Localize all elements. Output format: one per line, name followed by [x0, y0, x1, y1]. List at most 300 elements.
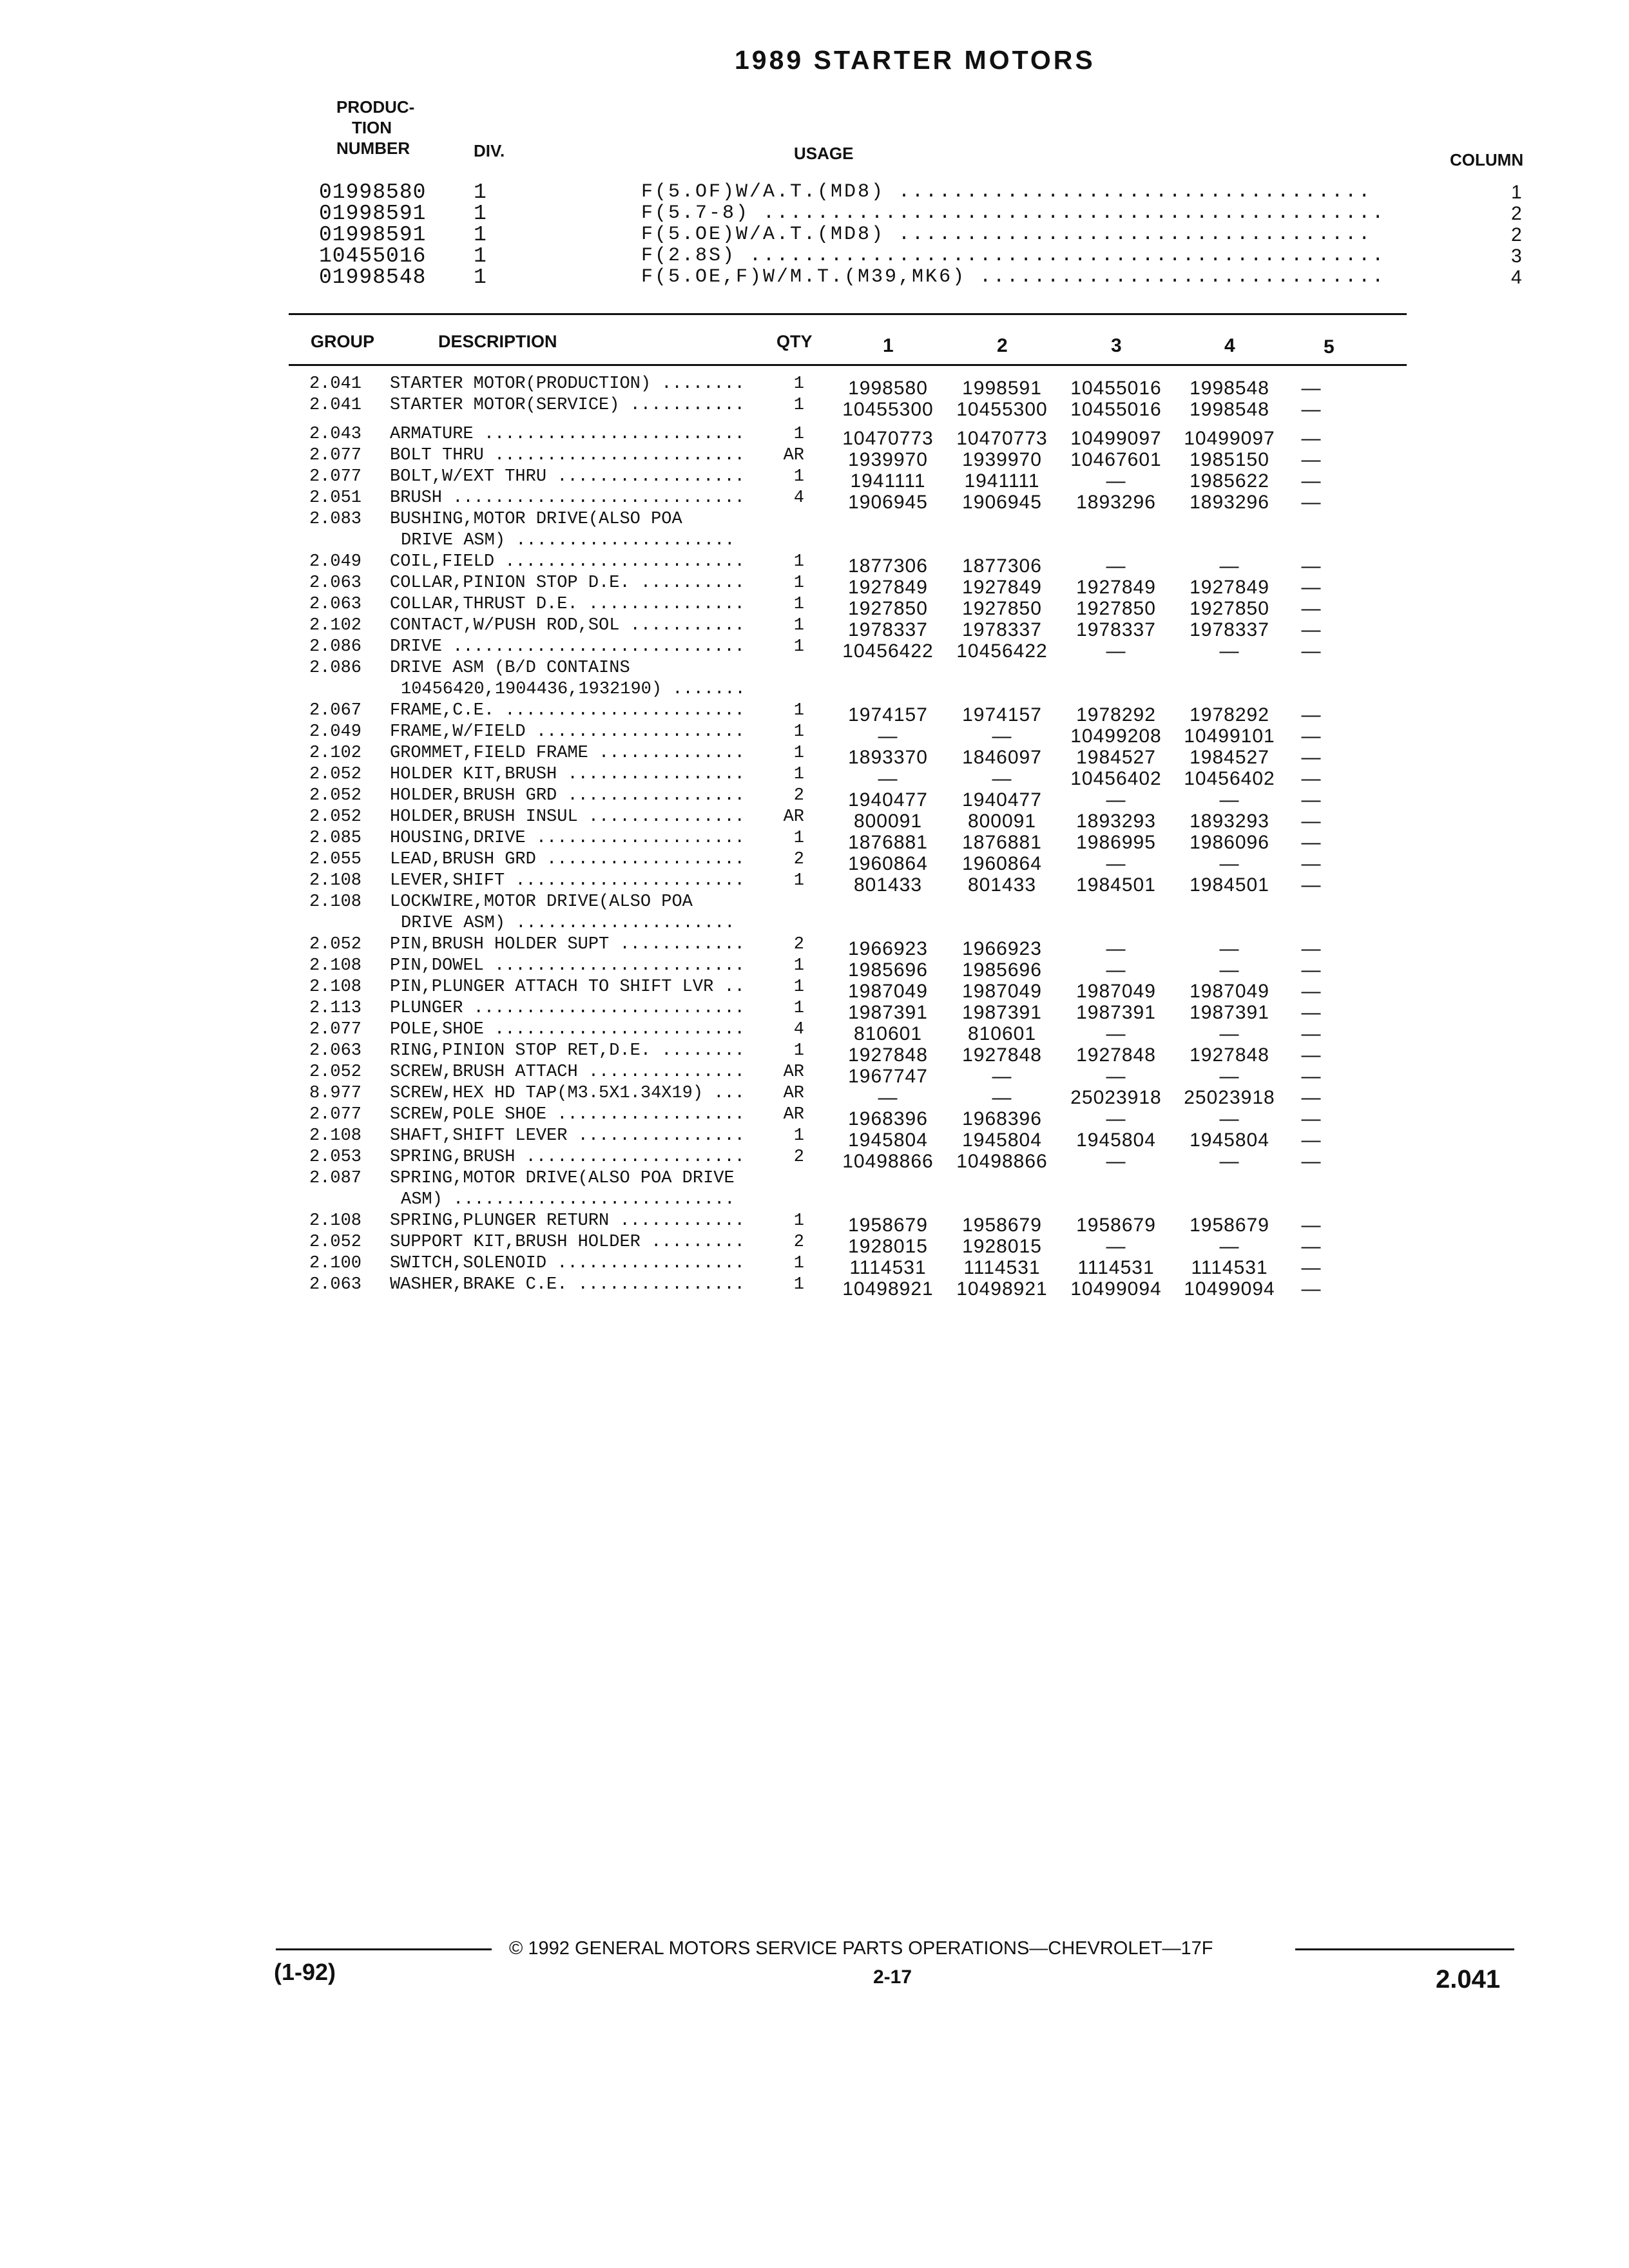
usage-text: F(5.OF)W/A.T.(MD8) ...................................	[641, 182, 1373, 203]
part-description: SWITCH,SOLENOID ..................	[390, 1254, 745, 1273]
part-description: DRIVE ASM) .....................	[401, 531, 735, 550]
part-description: ARMATURE .........................	[390, 425, 745, 444]
part-description: HOLDER KIT,BRUSH .................	[390, 765, 745, 784]
part-number-col-2: 1876881	[962, 832, 1042, 853]
table-row	[0, 870, 1629, 896]
part-description: PIN,DOWEL ........................	[390, 956, 745, 975]
part-number-col-4: 10499097	[1184, 428, 1275, 449]
division: 1	[474, 223, 487, 247]
part-description: LOCKWIRE,MOTOR DRIVE(ALSO POA	[390, 892, 693, 912]
part-number-col-3: 1893293	[1076, 811, 1156, 832]
part-number-col-5: —	[1301, 747, 1322, 768]
quantity: 1	[793, 552, 804, 572]
production-number-header-line: TION	[351, 118, 392, 137]
part-number-col-4: 1985622	[1190, 470, 1269, 492]
quantity: 2	[793, 850, 804, 869]
quantity: 1	[793, 956, 804, 975]
part-number-col-1: —	[878, 1087, 898, 1108]
usage-text: F(5.OE,F)W/M.T.(M39,MK6) ..............................	[641, 267, 1386, 288]
part-number-col-1: 10455300	[842, 399, 934, 420]
quantity: 1	[793, 595, 804, 614]
part-number-col-2: 10456422	[956, 640, 1048, 662]
table-row	[0, 1126, 1629, 1151]
quantity: 4	[793, 1020, 804, 1039]
part-number-col-4: —	[1219, 1023, 1240, 1044]
table-row	[0, 573, 1629, 598]
part-number-col-3: 1984527	[1076, 747, 1156, 768]
part-number-col-5: —	[1301, 1236, 1322, 1257]
table-row	[0, 807, 1629, 832]
part-number-col-2: 1960864	[962, 853, 1042, 874]
quantity: 1	[793, 744, 804, 763]
part-number-col-4: —	[1219, 959, 1240, 981]
group-code: 2.053	[309, 1148, 362, 1167]
column-2-header: 2	[997, 335, 1008, 356]
group-code: 2.102	[309, 616, 362, 635]
table-row	[0, 1104, 1629, 1129]
production-number-header-line: NUMBER	[336, 139, 410, 158]
part-number-col-3: —	[1106, 470, 1126, 492]
part-number-col-1: 1928015	[848, 1236, 928, 1257]
column-number: 2	[1511, 203, 1522, 224]
part-number-col-5: —	[1301, 640, 1322, 662]
part-number-col-5: —	[1301, 470, 1322, 492]
table-row	[0, 395, 1629, 420]
table-row	[0, 1274, 1629, 1300]
production-number: 10455016	[319, 244, 427, 268]
table-row	[0, 1019, 1629, 1044]
table-row	[0, 552, 1629, 577]
part-number-col-4: —	[1219, 1236, 1240, 1257]
part-number-col-3: —	[1106, 938, 1126, 959]
column-header: COLUMN	[1450, 150, 1524, 169]
part-number-col-4: —	[1219, 640, 1240, 662]
column-number: 1	[1511, 182, 1522, 203]
production-row	[319, 224, 1530, 245]
part-number-col-4: 1998548	[1190, 378, 1269, 399]
part-number-col-1: —	[878, 768, 898, 789]
table-row	[0, 1232, 1629, 1257]
production-row	[319, 245, 1530, 267]
part-number-col-2: 10470773	[956, 428, 1048, 449]
table-row	[0, 1211, 1629, 1236]
group-code: 2.086	[309, 637, 362, 657]
part-number-col-2: 1945804	[962, 1129, 1042, 1151]
group-code: 2.041	[309, 374, 362, 394]
part-number-col-3: 10455016	[1070, 378, 1162, 399]
table-row	[0, 658, 1629, 679]
part-number-col-3: 1114531	[1077, 1257, 1155, 1278]
part-number-col-3: 10499208	[1070, 726, 1162, 747]
part-number-col-1: 1906945	[848, 492, 928, 513]
part-number-col-4: —	[1219, 789, 1240, 811]
part-number-col-3: —	[1106, 1236, 1126, 1257]
part-number-col-3: 1978292	[1076, 704, 1156, 726]
part-number-col-1: 1967747	[848, 1066, 928, 1087]
part-number-col-5: —	[1301, 399, 1322, 420]
part-number-col-5: —	[1301, 726, 1322, 747]
group-code: 2.052	[309, 786, 362, 805]
part-number-col-1: 1939970	[848, 449, 928, 470]
part-number-col-4: —	[1219, 555, 1240, 577]
part-number-col-5: —	[1301, 1257, 1322, 1278]
part-number-col-5: —	[1301, 959, 1322, 981]
table-row	[0, 764, 1629, 789]
part-number-col-3: —	[1106, 789, 1126, 811]
group-code: 2.063	[309, 1041, 362, 1061]
part-number-col-1: 1876881	[848, 832, 928, 853]
part-description: BUSHING,MOTOR DRIVE(ALSO POA	[390, 510, 682, 529]
part-number-col-2: 801433	[967, 874, 1037, 896]
part-description: SHAFT,SHIFT LEVER ................	[390, 1126, 745, 1146]
part-number-col-3: —	[1106, 1023, 1126, 1044]
part-number-col-3: 1945804	[1076, 1129, 1156, 1151]
division: 1	[474, 265, 487, 289]
table-row	[0, 416, 1629, 424]
part-number-col-4: 25023918	[1184, 1087, 1275, 1108]
usage-text: F(5.OE)W/A.T.(MD8) ...................................	[641, 224, 1373, 245]
part-number-col-5: —	[1301, 1066, 1322, 1087]
part-description: HOLDER,BRUSH INSUL ...............	[390, 807, 745, 827]
quantity: 1	[793, 1254, 804, 1273]
division: 1	[474, 244, 487, 268]
table-row	[0, 424, 1629, 449]
table-row	[0, 1253, 1629, 1278]
column-4-header: 4	[1224, 335, 1235, 356]
usage-header: USAGE	[794, 144, 854, 163]
quantity: AR	[783, 446, 804, 465]
part-number-col-4: 1893296	[1190, 492, 1269, 513]
part-number-col-2: 1877306	[962, 555, 1042, 577]
part-number-col-5: —	[1301, 619, 1322, 640]
part-number-col-3: 1927850	[1076, 598, 1156, 619]
part-number-col-5: —	[1301, 853, 1322, 874]
group-code: 2.063	[309, 573, 362, 593]
table-row	[0, 488, 1629, 513]
part-number-col-2: 810601	[967, 1023, 1037, 1044]
part-number-col-3: 1986995	[1076, 832, 1156, 853]
part-number-col-4: 1985150	[1190, 449, 1269, 470]
part-number-col-5: —	[1301, 832, 1322, 853]
production-list	[319, 182, 1530, 288]
part-description: PIN,PLUNGER ATTACH TO SHIFT LVR ..	[390, 977, 745, 997]
group-code: 2.049	[309, 722, 362, 742]
part-number-col-1: 1998580	[848, 378, 928, 399]
table-row	[0, 466, 1629, 492]
footer-date-code: (1-92)	[274, 1959, 336, 1985]
part-number-col-1: 1877306	[848, 555, 928, 577]
column-3-header: 3	[1111, 335, 1122, 356]
group-code: 2.052	[309, 1062, 362, 1082]
part-number-col-2: 1941111	[964, 470, 1040, 492]
part-number-col-5: —	[1301, 449, 1322, 470]
group-code: 2.067	[309, 701, 362, 720]
part-number-col-3: 1987049	[1076, 981, 1156, 1002]
table-row	[0, 637, 1629, 662]
part-number-col-4: 1927848	[1190, 1044, 1269, 1066]
part-number-col-2: 800091	[967, 811, 1037, 832]
part-number-col-3: 1984501	[1076, 874, 1156, 896]
quantity: 2	[793, 1148, 804, 1167]
part-number-col-2: 1114531	[963, 1257, 1041, 1278]
part-number-col-5: —	[1301, 789, 1322, 811]
column-5-header: 5	[1324, 336, 1335, 358]
production-number: 01998591	[319, 202, 427, 226]
part-number-col-5: —	[1301, 1002, 1322, 1023]
footer-section-number: 2.041	[1436, 1965, 1501, 1994]
quantity: AR	[783, 807, 804, 827]
group-code: 2.052	[309, 1233, 362, 1252]
part-description: STARTER MOTOR(PRODUCTION) ........	[390, 374, 745, 394]
quantity: 2	[793, 935, 804, 954]
group-code: 2.055	[309, 850, 362, 869]
part-number-col-2: 1987391	[962, 1002, 1042, 1023]
qty-header: QTY	[776, 332, 813, 351]
part-description: SPRING,PLUNGER RETURN ............	[390, 1211, 745, 1231]
table-row	[0, 785, 1629, 811]
group-code: 2.108	[309, 1211, 362, 1231]
part-number-col-3: —	[1106, 555, 1126, 577]
quantity: AR	[783, 1084, 804, 1103]
table-row	[0, 892, 1629, 913]
part-number-col-4: 1984501	[1190, 874, 1269, 896]
part-number-col-5: —	[1301, 768, 1322, 789]
table-row	[0, 913, 1629, 934]
quantity: 1	[793, 1211, 804, 1231]
part-number-col-3: 10456402	[1070, 768, 1162, 789]
part-description: SCREW,POLE SHOE ..................	[390, 1105, 745, 1124]
part-number-col-1: —	[878, 726, 898, 747]
division: 1	[474, 180, 487, 204]
table-row	[0, 1062, 1629, 1087]
quantity: 1	[793, 1041, 804, 1061]
production-number: 01998580	[319, 180, 427, 204]
quantity: 1	[793, 467, 804, 486]
production-number-header	[336, 97, 415, 159]
part-number-col-2: 10455300	[956, 399, 1048, 420]
production-number: 01998591	[319, 223, 427, 247]
quantity: 1	[793, 701, 804, 720]
quantity: 1	[793, 722, 804, 742]
div-header: DIV.	[474, 141, 505, 160]
part-number-col-1: 1927849	[848, 577, 928, 598]
quantity: 1	[793, 999, 804, 1018]
footer-rule-right	[1295, 1948, 1514, 1950]
part-number-col-1: 1985696	[848, 959, 928, 981]
part-description: SPRING,MOTOR DRIVE(ALSO POA DRIVE	[390, 1169, 735, 1188]
part-number-col-5: —	[1301, 492, 1322, 513]
part-description: COIL,FIELD .......................	[390, 552, 745, 572]
part-number-col-1: 10498921	[842, 1278, 934, 1300]
part-number-col-1: 1114531	[849, 1257, 927, 1278]
part-description: PIN,BRUSH HOLDER SUPT ............	[390, 935, 745, 954]
production-row	[319, 203, 1530, 224]
part-number-col-5: —	[1301, 1151, 1322, 1172]
part-number-col-5: —	[1301, 1278, 1322, 1300]
part-number-col-2: 1978337	[962, 619, 1042, 640]
part-number-col-1: 1945804	[848, 1129, 928, 1151]
quantity: 1	[793, 374, 804, 394]
part-description: DRIVE ............................	[390, 637, 745, 657]
part-number-col-3: —	[1106, 640, 1126, 662]
table-row	[0, 1168, 1629, 1189]
part-number-col-2: 1966923	[962, 938, 1042, 959]
quantity: 1	[793, 829, 804, 848]
group-code: 2.108	[309, 977, 362, 997]
part-number-col-5: —	[1301, 938, 1322, 959]
part-number-col-3: 1927849	[1076, 577, 1156, 598]
part-number-col-3: 1978337	[1076, 619, 1156, 640]
group-code: 2.049	[309, 552, 362, 572]
part-number-col-2: 1958679	[962, 1215, 1042, 1236]
part-number-col-5: —	[1301, 1108, 1322, 1129]
part-number-col-1: 1941111	[850, 470, 926, 492]
part-number-col-2: 1974157	[962, 704, 1042, 726]
column-number: 4	[1511, 267, 1522, 288]
part-number-col-4: 1945804	[1190, 1129, 1269, 1151]
part-number-col-5: —	[1301, 811, 1322, 832]
table-row	[0, 509, 1629, 530]
table-row	[0, 722, 1629, 747]
part-number-col-1: 10498866	[842, 1151, 934, 1172]
part-number-col-4: 1987391	[1190, 1002, 1269, 1023]
group-code: 2.083	[309, 510, 362, 529]
part-number-col-4: 1114531	[1191, 1257, 1268, 1278]
part-description: COLLAR,PINION STOP D.E. ..........	[390, 573, 745, 593]
table-row	[0, 445, 1629, 470]
part-number-col-3: —	[1106, 959, 1126, 981]
part-number-col-4: 1984527	[1190, 747, 1269, 768]
group-code: 2.113	[309, 999, 362, 1018]
group-code: 2.041	[309, 396, 362, 415]
part-number-col-2: 1928015	[962, 1236, 1042, 1257]
part-number-col-2: 1985696	[962, 959, 1042, 981]
part-number-col-4: —	[1219, 938, 1240, 959]
table-row	[0, 828, 1629, 853]
part-description: ASM) ...........................	[401, 1190, 735, 1209]
production-row	[319, 267, 1530, 288]
group-code: 2.102	[309, 744, 362, 763]
part-number-col-4: —	[1219, 1108, 1240, 1129]
part-description: FRAME,W/FIELD ....................	[390, 722, 745, 742]
production-number-header-line: PRODUC-	[336, 97, 415, 117]
part-number-col-1: 1987049	[848, 981, 928, 1002]
table-row	[0, 679, 1629, 700]
quantity: 1	[793, 637, 804, 657]
production-row	[319, 182, 1530, 203]
part-number-col-1: 10470773	[842, 428, 934, 449]
part-description: DRIVE ASM (B/D CONTAINS	[390, 658, 630, 678]
part-description: LEVER,SHIFT ......................	[390, 871, 745, 890]
group-code: 2.086	[309, 658, 362, 678]
group-code: 2.077	[309, 467, 362, 486]
part-number-col-4: 1893293	[1190, 811, 1269, 832]
group-code: 2.077	[309, 1020, 362, 1039]
part-description: BOLT THRU ........................	[390, 446, 745, 465]
group-code: 2.077	[309, 446, 362, 465]
part-number-col-1: 1958679	[848, 1215, 928, 1236]
part-number-col-5: —	[1301, 378, 1322, 399]
table-row	[0, 934, 1629, 959]
group-code: 2.087	[309, 1169, 362, 1188]
part-number-col-4: 1978292	[1190, 704, 1269, 726]
quantity: AR	[783, 1105, 804, 1124]
part-number-col-3: —	[1106, 853, 1126, 874]
part-description: BOLT,W/EXT THRU ..................	[390, 467, 745, 486]
part-number-col-3: 1927848	[1076, 1044, 1156, 1066]
part-number-col-2: 10498921	[956, 1278, 1048, 1300]
part-description: FRAME,C.E. .......................	[390, 701, 745, 720]
part-description: WASHER,BRAKE C.E. ................	[390, 1275, 745, 1294]
part-number-col-4: 10499094	[1184, 1278, 1275, 1300]
part-description: SPRING,BRUSH .....................	[390, 1148, 745, 1167]
part-number-col-1: 1927848	[848, 1044, 928, 1066]
group-code: 2.077	[309, 1105, 362, 1124]
part-number-col-2: 1968396	[962, 1108, 1042, 1129]
quantity: 1	[793, 573, 804, 593]
group-header: GROUP	[311, 332, 375, 351]
group-code: 8.977	[309, 1084, 362, 1103]
part-number-col-3: 10467601	[1070, 449, 1162, 470]
quantity: 1	[793, 1126, 804, 1146]
part-number-col-2: 1987049	[962, 981, 1042, 1002]
part-number-col-5: —	[1301, 428, 1322, 449]
table-row	[0, 956, 1629, 981]
part-description: BRUSH ............................	[390, 488, 745, 508]
part-number-col-1: 1940477	[848, 789, 928, 811]
part-number-col-3: 1987391	[1076, 1002, 1156, 1023]
part-description: STARTER MOTOR(SERVICE) ...........	[390, 396, 745, 415]
part-number-col-4: —	[1219, 1151, 1240, 1172]
part-number-col-4: 10499101	[1184, 726, 1275, 747]
quantity: 1	[793, 871, 804, 890]
part-number-col-2: 1998591	[962, 378, 1042, 399]
table-row	[0, 1189, 1629, 1211]
production-number: 01998548	[319, 265, 427, 289]
group-code: 2.063	[309, 595, 362, 614]
group-code: 2.052	[309, 765, 362, 784]
column-number: 2	[1511, 224, 1522, 245]
part-number-col-5: —	[1301, 598, 1322, 619]
usage-text: F(2.8S) ...............................................	[641, 245, 1386, 267]
part-number-col-4: —	[1219, 853, 1240, 874]
part-number-col-4: 1927850	[1190, 598, 1269, 619]
group-code: 2.108	[309, 892, 362, 912]
part-number-col-1: 1968396	[848, 1108, 928, 1129]
quantity: 2	[793, 786, 804, 805]
part-number-col-5: —	[1301, 704, 1322, 726]
part-description: 10456420,1904436,1932190) .......	[401, 680, 746, 699]
table-row	[0, 998, 1629, 1023]
part-number-col-4: 1998548	[1190, 399, 1269, 420]
group-code: 2.108	[309, 1126, 362, 1146]
table-row	[0, 374, 1629, 399]
part-description: COLLAR,THRUST D.E. ...............	[390, 595, 745, 614]
part-description: POLE,SHOE ........................	[390, 1020, 745, 1039]
quantity: 1	[793, 977, 804, 997]
part-number-col-1: 1974157	[848, 704, 928, 726]
usage-text: F(5.7-8) ..............................................	[641, 203, 1386, 224]
part-description: SCREW,HEX HD TAP(M3.5X1.34X19) ...	[390, 1084, 745, 1103]
part-number-col-2: —	[992, 1066, 1012, 1087]
part-description: LEAD,BRUSH GRD ...................	[390, 850, 745, 869]
part-number-col-5: —	[1301, 874, 1322, 896]
part-number-col-1: 800091	[853, 811, 923, 832]
part-number-col-3: 1893296	[1076, 492, 1156, 513]
table-row	[0, 977, 1629, 1002]
group-code: 2.052	[309, 935, 362, 954]
part-number-col-5: —	[1301, 981, 1322, 1002]
